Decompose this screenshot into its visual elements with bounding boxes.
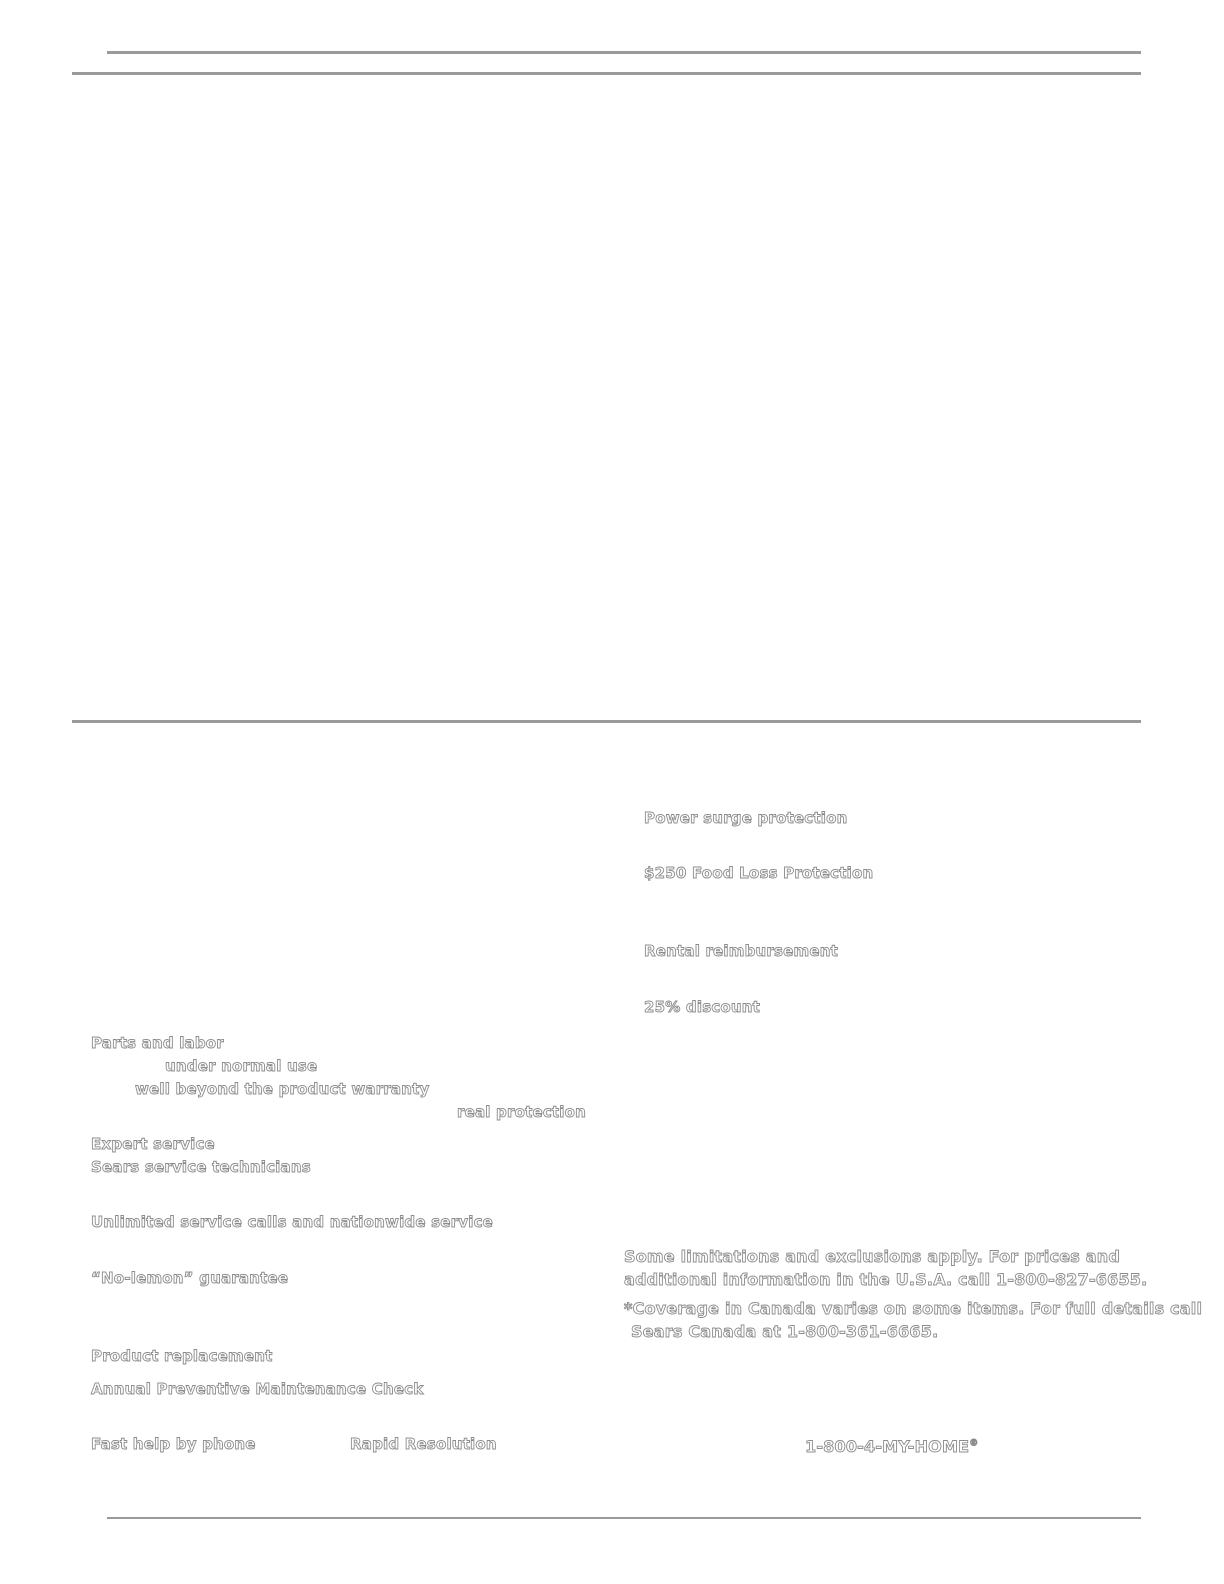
discount-heading: 25% discount [644,998,761,1016]
product-replacement-heading: Product replacement [91,1347,273,1365]
canada-note-line-1: *Coverage in Canada varies on some items. For full details call [624,1299,1203,1318]
parts-labor-heading: Parts and labor [91,1034,224,1052]
limitations-line-2: additional information in the U.S.A. call 1-800-827-6655. [624,1270,1148,1289]
phone-number-text: 1-800-4-MY-HOME [805,1437,970,1456]
unlimited-service-heading: Unlimited service calls and nationwide service [91,1213,494,1231]
power-surge-heading: Power surge protection [644,809,848,827]
food-loss-heading: $250 Food Loss Protection [644,864,874,882]
phone-number [805,1436,978,1458]
fast-help-heading: Fast help by phone [91,1435,256,1453]
header-rule [72,72,1141,75]
limitations-line-1: Some limitations and exclusions apply. For prices and [624,1247,1121,1266]
normal-use-text: under normal use [165,1057,318,1075]
top-rule [107,51,1141,54]
rental-heading: Rental reimbursement [644,942,838,960]
beyond-warranty-text: well beyond the product warranty [135,1080,430,1098]
canada-note-line-2: Sears Canada at 1-800-361-6665. [631,1322,939,1341]
real-protection-text: real protection [457,1103,587,1121]
technicians-text: Sears service technicians [91,1158,311,1176]
expert-service-heading: Expert service [91,1135,215,1153]
no-lemon-heading: “No-lemon” guarantee [91,1269,289,1287]
bottom-rule [107,1517,1141,1519]
section-divider-rule [72,720,1141,723]
annual-check-heading: Annual Preventive Maintenance Check [91,1380,424,1398]
rapid-resolution-heading: Rapid Resolution [350,1435,497,1453]
registered-mark: ® [969,1438,979,1449]
